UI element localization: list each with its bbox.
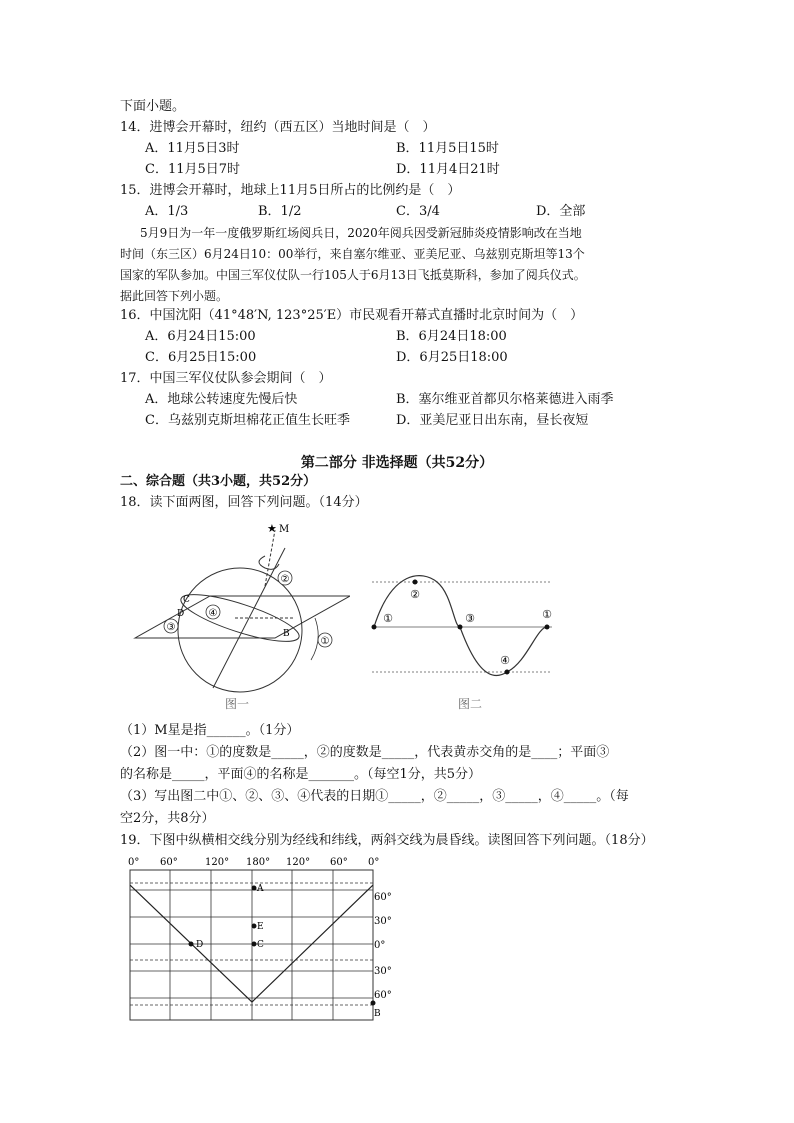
q14-option-a[interactable]: A．11月5日3时 — [145, 141, 240, 156]
q15-option-c[interactable]: C．3/4 — [396, 204, 440, 219]
label-a: A — [257, 884, 264, 894]
label-c-point: C — [257, 940, 264, 950]
top-label-2: 120° — [205, 857, 230, 868]
label-b-point: B — [374, 1009, 381, 1019]
figure-2-sine-diagram — [362, 570, 562, 715]
point-1b — [545, 625, 550, 630]
label-m: M — [279, 524, 290, 535]
right-label-0: 0° — [374, 940, 386, 951]
label-2: ② — [280, 574, 290, 585]
point-c — [252, 942, 257, 947]
passage-line-4: 据此回答下列小题。 — [120, 289, 229, 303]
right-label-60s: 60° — [374, 990, 392, 1001]
figure-1-earth-diagram — [125, 518, 350, 718]
terminator-line — [130, 885, 373, 1002]
point-a — [252, 886, 257, 891]
label-1: ① — [320, 636, 330, 647]
passage-line-1: 5月9日为一年一度俄罗斯红场阅兵日，2020年阅兵因受新冠肺炎疫情影响改在当地 — [128, 226, 582, 240]
q18-sub3-line-b: 空2分，共8分） — [120, 811, 215, 826]
q17-option-a[interactable]: A．地球公转速度先慢后快 — [145, 392, 298, 407]
q18-sub2-line-b: 的名称是_____，平面④的名称是_______。（每空1分，共5分） — [120, 767, 482, 782]
top-label-3: 180° — [246, 857, 271, 868]
grid-frame — [130, 870, 373, 1020]
point-b — [371, 1001, 376, 1006]
right-label-60n: 60° — [374, 892, 392, 903]
q17-stem: 17．中国三军仪仗队参会期间（ ） — [120, 371, 332, 386]
q17-option-b[interactable]: B．塞尔维亚首都贝尔格莱德进入雨季 — [396, 392, 614, 407]
point-3 — [458, 625, 463, 630]
label-b: B — [283, 629, 290, 639]
q14-option-c[interactable]: C．11月5日7时 — [145, 162, 241, 177]
fig2-label-1: ① — [383, 612, 393, 625]
point-2 — [413, 580, 418, 585]
angle-arc-1 — [311, 618, 318, 660]
part2-title: 第二部分 非选择题（共52分） — [300, 455, 494, 471]
rotation-arrow — [259, 556, 279, 569]
passage-line-2: 时间（东三区）6月24日10：00举行，来自塞尔维亚、亚美尼亚、乌兹别克斯坦等13个 — [120, 247, 585, 261]
figure-1-caption: 图一 — [224, 697, 250, 711]
top-label-1: 60° — [160, 857, 178, 868]
q14-option-b[interactable]: B．11月5日15时 — [396, 141, 499, 156]
fig2-label-1b: ① — [542, 608, 552, 621]
top-label-6: 0° — [368, 857, 380, 868]
figure-2-caption: 图二 — [457, 697, 483, 711]
top-label-4: 120° — [286, 857, 311, 868]
star-icon: ★ — [267, 522, 277, 535]
q18-sub3-line-a: （3）写出图二中①、②、③、④代表的日期①_____，②_____，③_____，④_____。（每 — [120, 789, 629, 804]
q16-option-d[interactable]: D．6月25日18:00 — [396, 350, 508, 365]
q16-option-b[interactable]: B．6月24日18:00 — [396, 329, 507, 344]
q15-option-d[interactable]: D．全部 — [536, 204, 586, 219]
q17-option-d[interactable]: D．亚美尼亚日出东南，昼长夜短 — [396, 413, 589, 428]
label-d-point: D — [196, 940, 204, 950]
figure-3-grid-diagram — [120, 853, 395, 1023]
q16-option-c[interactable]: C．6月25日15:00 — [145, 350, 257, 365]
q14-stem: 14．进博会开幕时，纽约（西五区）当地时间是（ ） — [120, 120, 436, 135]
q15-stem: 15．进博会开幕时，地球上11月5日所占的比例约是（ ） — [120, 183, 461, 198]
q16-stem: 16．中国沈阳（41°48′N, 123°25′E）市民观看开幕式直播时北京时间为（ ） — [120, 308, 584, 323]
q16-option-a[interactable]: A．6月24日15:00 — [145, 329, 256, 344]
label-d: D — [177, 609, 185, 619]
top-label-5: 60° — [330, 857, 348, 868]
fig2-label-4: ④ — [500, 654, 510, 667]
q17-option-c[interactable]: C．乌兹别克斯坦棉花正值生长旺季 — [145, 413, 350, 428]
top-label-0: 0° — [128, 857, 140, 868]
point-1 — [372, 625, 377, 630]
section-heading: 二、综合题（共3小题，共52分） — [120, 474, 317, 489]
q18-sub1: （1）M星是指______。（1分） — [120, 723, 300, 738]
q19-stem: 19．下图中纵横相交线分别为经线和纬线，两斜交线为晨昏线。读图回答下列问题。（18分） — [120, 833, 654, 848]
label-e: E — [257, 922, 264, 932]
label-3: ③ — [166, 622, 176, 633]
q18-sub2-line-a: （2）图一中：①的度数是_____，②的度数是_____，代表黄赤交角的是____；平面③ — [120, 745, 610, 760]
point-e — [252, 924, 257, 929]
label-c: C — [183, 595, 190, 605]
point-d — [189, 942, 194, 947]
passage-line-3: 国家的军队参加。中国三军仪仗队一行105人于6月13日飞抵莫斯科，参加了阅兵仪式。 — [120, 268, 586, 282]
intro-tail: 下面小题。 — [120, 99, 186, 114]
label-4: ④ — [208, 608, 218, 619]
q18-stem: 18．读下面两图，回答下列问题。（14分） — [120, 495, 368, 510]
right-label-30s: 30° — [374, 966, 392, 977]
q15-option-b[interactable]: B．1/2 — [258, 204, 302, 219]
fig2-label-2: ② — [410, 588, 420, 601]
q15-option-a[interactable]: A．1/3 — [145, 204, 189, 219]
fig2-label-3: ③ — [465, 612, 475, 625]
q14-option-d[interactable]: D．11月4日21时 — [396, 162, 500, 177]
right-label-30n: 30° — [374, 916, 392, 927]
point-4 — [505, 670, 510, 675]
